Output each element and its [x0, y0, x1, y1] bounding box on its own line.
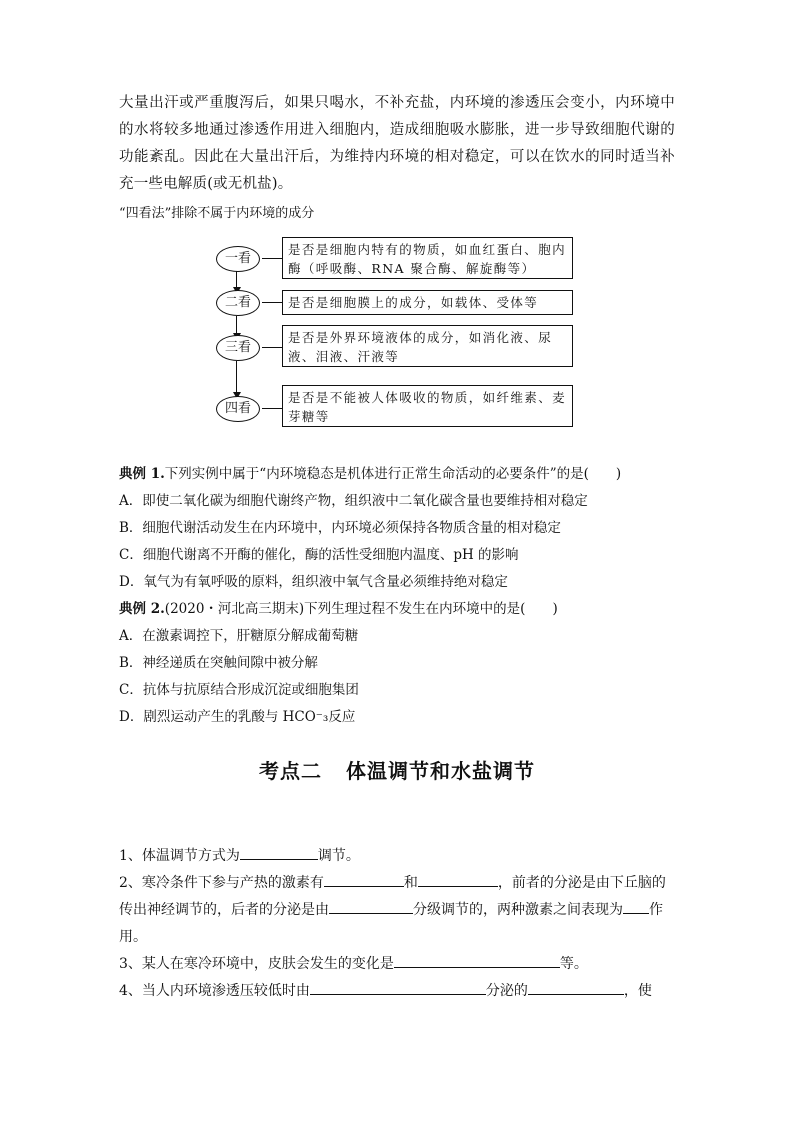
q4-text-b: 分泌的 [485, 983, 528, 999]
example-2-option-b: B．神经递质在突触间隙中被分解 [119, 655, 318, 671]
fill-question-4 [119, 978, 675, 1005]
q4-text-a: 4、当人内环境渗透压较低时由 [119, 983, 310, 999]
step-box-1: 是否是细胞内特有的物质，如血红蛋白、胞内酶（呼吸酶、RNA 聚合酶、解旋酶等） [282, 237, 573, 279]
blank-input[interactable] [528, 979, 624, 995]
step-box-3: 是否是外界环境液体的成分，如消化液、尿液、泪液、汗液等 [282, 325, 573, 367]
section-title [0, 756, 794, 786]
fill-question-3 [119, 951, 675, 978]
link-line [262, 347, 282, 348]
example-1-label: 典例 1. [119, 466, 165, 482]
section-title-text: 体温调节和水盐调节 [346, 759, 535, 783]
q2-text-d: 分级调节的，两种激素之间表现为 [413, 902, 623, 918]
example-2-option-a: A．在激素调控下，肝糖原分解成葡萄糖 [119, 628, 359, 644]
step-oval-4: 四看 [216, 396, 260, 422]
blank-input[interactable] [623, 898, 649, 914]
fill-question-2 [119, 870, 675, 951]
step-oval-3: 三看 [216, 335, 260, 361]
link-line [262, 408, 282, 409]
step-oval-2: 二看 [216, 290, 260, 316]
example-2-label: 典例 2. [119, 601, 165, 617]
connector-line [236, 361, 237, 396]
blank-input[interactable] [394, 952, 560, 968]
blank-input[interactable] [310, 979, 486, 995]
link-line [262, 258, 282, 259]
q4-text-c: ，使 [623, 983, 652, 999]
diagram-title: “四看法”排除不属于内环境的成分 [119, 206, 315, 221]
example-1 [119, 461, 689, 596]
example-1-question [119, 461, 689, 488]
fill-in-questions [119, 843, 675, 1005]
step-oval-1: 一看 [216, 246, 260, 272]
blank-input[interactable] [324, 871, 404, 887]
example-2-question-text: (2020・河北高三期末)下列生理过程不发生在内环境中的是( ) [164, 601, 558, 617]
intro-paragraph: 大量出汗或严重腹泻后，如果只喝水，不补充盐，内环境的渗透压会变小，内环境中的水将较多地通过渗透作用进入细胞内，造成细胞吸水膨胀，进一步导致细胞代谢的功能紊乱。因此在大量出汗后，为维持内环境的相对稳定，可以在饮水的同时适当补充一些电解质(或无机盐)。 [119, 95, 675, 192]
step-box-4: 是否是不能被人体吸收的物质，如纤维素、麦芽糖等 [282, 385, 573, 427]
q2-text-b: 和 [403, 875, 418, 891]
blank-input[interactable] [418, 871, 498, 887]
example-2 [119, 596, 689, 731]
example-1-option-b: B．细胞代谢活动发生在内环境中，内环境必须保持各物质含量的相对稳定 [119, 520, 561, 536]
q2-text-c: ，前者的分泌是由下丘脑的传出神经调节的，后者的分泌是由 [119, 875, 666, 918]
q3-text-a: 3、某人在寒冷环境中，皮肤会发生的变化是 [119, 956, 394, 972]
blank-input[interactable] [329, 898, 413, 914]
example-1-option-c: C．细胞代谢离不开酶的催化，酶的活性受细胞内温度、pH 的影响 [119, 547, 519, 563]
example-2-option-c: C．抗体与抗原结合形成沉淀或细胞集团 [119, 682, 359, 698]
q1-text-a: 1、体温调节方式为 [119, 848, 240, 864]
q2-text-e: 作用。 [119, 902, 663, 945]
blank-input[interactable] [240, 844, 318, 860]
example-2-option-d: D．剧烈运动产生的乳酸与 HCO⁻₃反应 [119, 709, 356, 725]
section-title-number: 考点二 [259, 759, 322, 783]
example-1-option-d: D．氧气为有氧呼吸的原料，组织液中氧气含量必须维持绝对稳定 [119, 574, 508, 590]
step-box-2: 是否是细胞膜上的成分，如载体、受体等 [282, 290, 573, 315]
example-2-question [119, 596, 689, 623]
q1-text-b: 调节。 [317, 848, 360, 864]
link-line [262, 302, 282, 303]
q3-text-b: 等。 [559, 956, 588, 972]
fill-question-1 [119, 843, 675, 870]
four-look-diagram [210, 232, 580, 430]
example-1-question-text: 下列实例中属于“内环境稳态是机体进行正常生命活动的必要条件”的是( ) [164, 466, 622, 482]
q2-text-a: 2、寒冷条件下参与产热的激素有 [119, 875, 324, 891]
example-1-option-a: A．即使二氧化碳为细胞代谢终产物，组织液中二氧化碳含量也要维持相对稳定 [119, 493, 588, 509]
